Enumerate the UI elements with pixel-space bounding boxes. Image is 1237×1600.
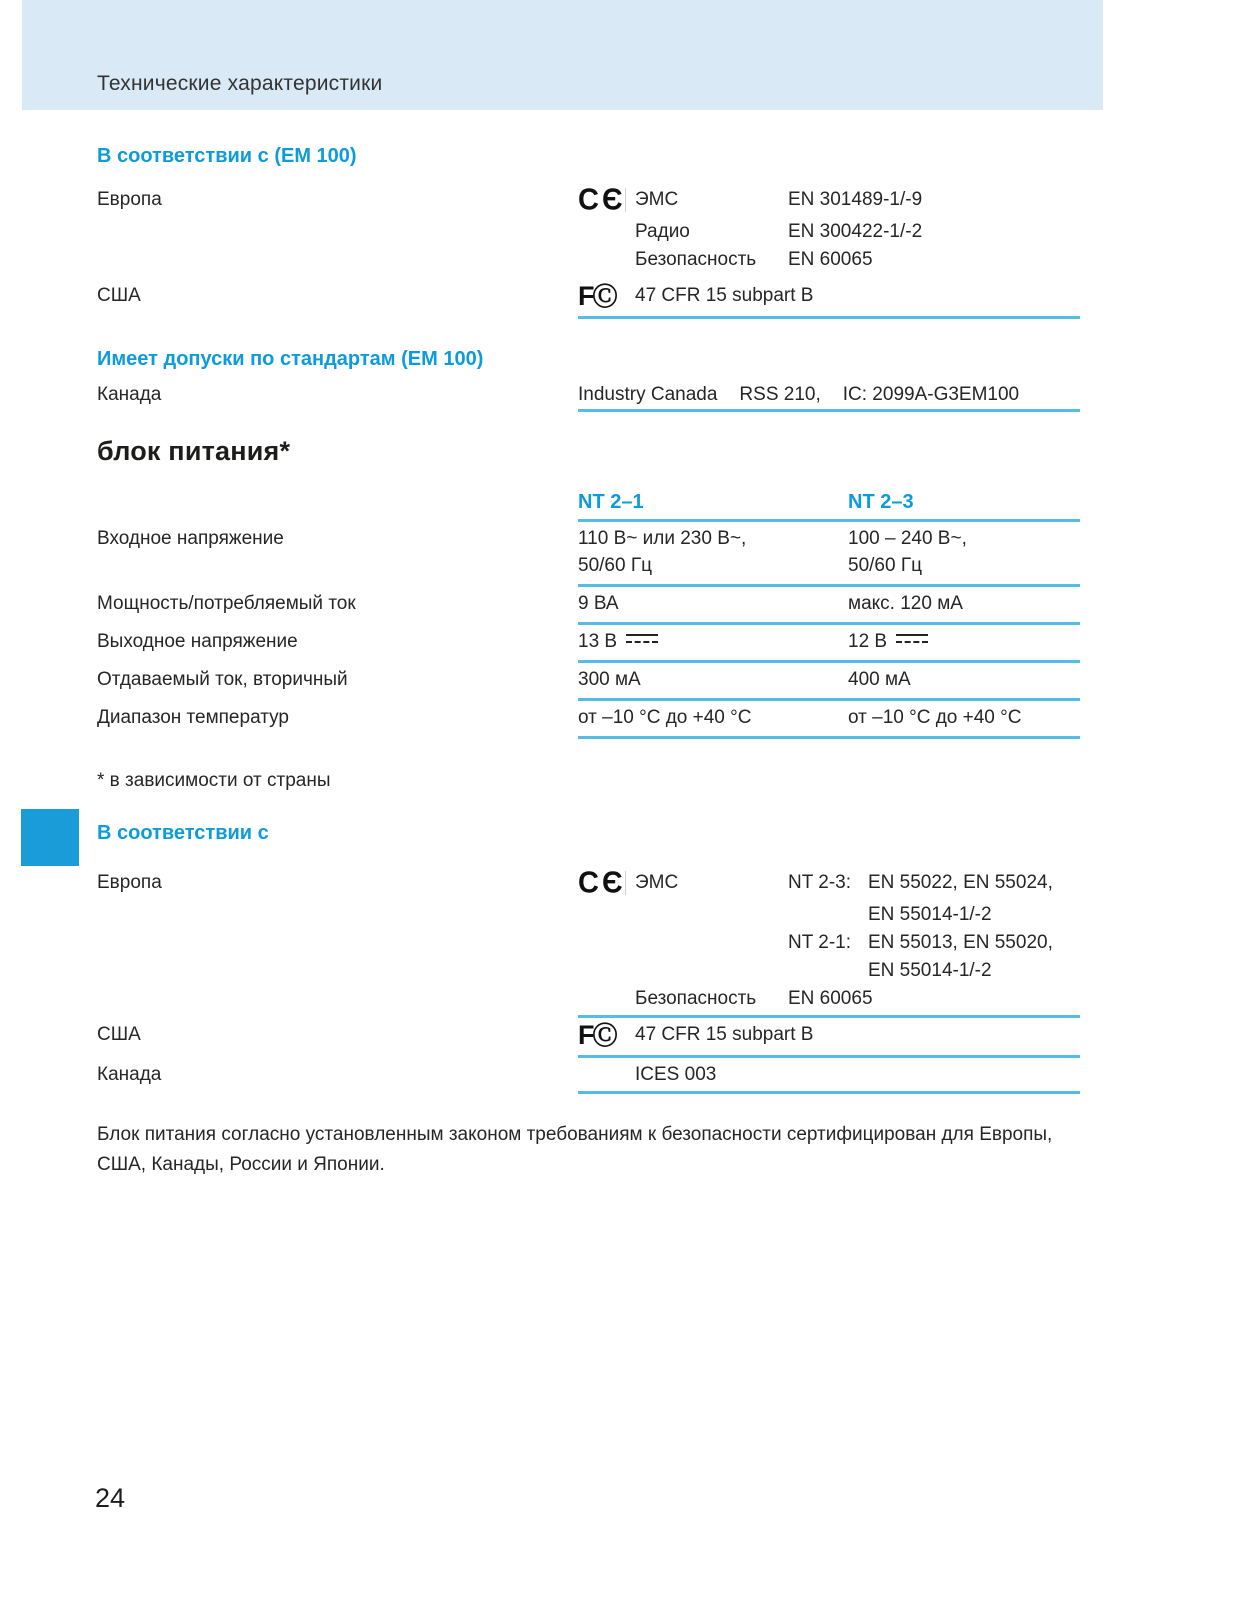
compliance-type-label: ЭМС (635, 872, 679, 893)
region-label-usa: США (97, 285, 141, 306)
compliance-standard: EN 55014-1/-2 (868, 960, 992, 981)
row-label: Диапазон температур (97, 707, 289, 728)
section-heading-compliance2: В соответствии с (97, 822, 269, 844)
section-tab-marker (21, 809, 79, 866)
fcc-logo-icon: FⒸ (578, 1020, 618, 1050)
column-header-nt21: NT 2–1 (578, 491, 644, 513)
cell-nt23: 100 – 240 В~, 50/60 Гц (848, 528, 967, 576)
page-number: 24 (95, 1483, 126, 1513)
divider-rule (578, 1091, 1080, 1094)
certification-paragraph: Блок питания согласно установленным законом требованиям к безопасности сертифицирован для Европы, США, Канады, России и Японии. (97, 1124, 1053, 1175)
approval-id: IC: 2099A-G3EM100 (842, 384, 1020, 405)
compliance-line (578, 929, 1080, 957)
footnote: * в зависимости от страны (97, 770, 331, 791)
region-label-usa: США (97, 1024, 141, 1045)
row-label: Входное напряжение (97, 528, 284, 549)
divider-rule (578, 409, 1080, 412)
divider-rule (578, 316, 1080, 319)
cell-nt21: 110 В~ или 230 В~, 50/60 Гц (578, 528, 747, 576)
page-content (97, 110, 1080, 1199)
region-label-canada: Канада (97, 384, 162, 405)
compliance-standard: ICES 003 (635, 1064, 717, 1085)
cell-nt23: 12 В (848, 625, 1080, 660)
compliance-line (578, 282, 1080, 314)
compliance-line (578, 1061, 1080, 1089)
spec-row-usa-2 (97, 1021, 1080, 1053)
approval-standard: RSS 210, (739, 384, 821, 405)
compliance-type-label: ЭМС (635, 189, 679, 210)
logo-divider (625, 188, 626, 212)
region-label-europe: Европа (97, 189, 162, 210)
region-label-europe: Европа (97, 872, 162, 893)
row-label: Мощность/потребляемый ток (97, 593, 356, 614)
compliance-standard: EN 301489-1/-9 (788, 189, 923, 210)
dc-voltage-icon (896, 634, 928, 643)
compliance-standard: EN 55013, EN 55020, (868, 932, 1053, 953)
page-title: Технические характеристики (97, 72, 383, 95)
row-label: Отдаваемый ток, вторичный (97, 669, 348, 690)
compliance-line (578, 218, 1080, 246)
cell-nt23: макс. 120 мА (848, 593, 963, 614)
cell-nt21: от –10 °C до +40 °C (578, 707, 752, 728)
device-prefix: NT 2-1: (788, 932, 852, 953)
compliance-standard: EN 55014-1/-2 (868, 904, 992, 925)
compliance-standard: EN 60065 (788, 249, 873, 270)
compliance-type-label: Безопасность (635, 988, 757, 1009)
ce-mark-icon: CЄ (578, 866, 626, 900)
compliance-standard: EN 60065 (788, 988, 873, 1009)
compliance-line-safety (578, 985, 1080, 1013)
divider-rule (578, 1055, 1080, 1058)
spec-row-europe-2 (97, 866, 1080, 1013)
cell-nt23: от –10 °C до +40 °C (848, 707, 1022, 728)
row-label: Выходное напряжение (97, 631, 298, 652)
compliance-line (578, 866, 1080, 901)
compliance-line (578, 901, 1080, 929)
compliance-type-label: Безопасность (635, 249, 757, 270)
compliance-line (578, 1021, 1080, 1053)
section-heading-power-supply: блок питания* (97, 436, 291, 466)
column-header-nt23: NT 2–3 (848, 491, 914, 513)
section-heading-compliance-em100: В соответствии с (EM 100) (97, 145, 357, 167)
power-supply-table (97, 489, 1080, 739)
compliance-standard: EN 300422-1/-2 (788, 221, 923, 242)
dc-voltage-icon (626, 634, 658, 643)
section-heading-approvals: Имеет допуски по стандартам (EM 100) (97, 348, 484, 370)
spec-row-canada (97, 381, 1080, 409)
logo-divider (625, 871, 626, 895)
compliance-line (578, 246, 1080, 274)
region-label-canada: Канада (97, 1064, 162, 1085)
spec-row-canada-2 (97, 1061, 1080, 1089)
cell-nt21: 13 В (578, 625, 848, 660)
table-rule (578, 736, 1080, 739)
spec-row-usa (97, 282, 1080, 314)
approval-authority: Industry Canada (578, 384, 718, 405)
fcc-logo-icon: FⒸ (578, 281, 618, 311)
compliance-standard: 47 CFR 15 subpart B (635, 285, 814, 306)
header-band (22, 0, 1103, 110)
compliance-standard: EN 55022, EN 55024, (868, 872, 1053, 893)
divider-rule (578, 1015, 1080, 1018)
compliance-standard: 47 CFR 15 subpart B (635, 1024, 814, 1045)
ce-mark-icon: CЄ (578, 183, 626, 217)
cell-nt21: 300 мА (578, 669, 641, 690)
cell-nt21: 9 ВА (578, 593, 619, 614)
compliance-type-label: Радио (635, 221, 690, 242)
approval-value (578, 381, 1080, 409)
spec-row-europe (97, 183, 1080, 274)
compliance-line (578, 183, 1080, 218)
device-prefix: NT 2-3: (788, 872, 852, 893)
cell-nt23: 400 мА (848, 669, 911, 690)
compliance-line (578, 957, 1080, 985)
